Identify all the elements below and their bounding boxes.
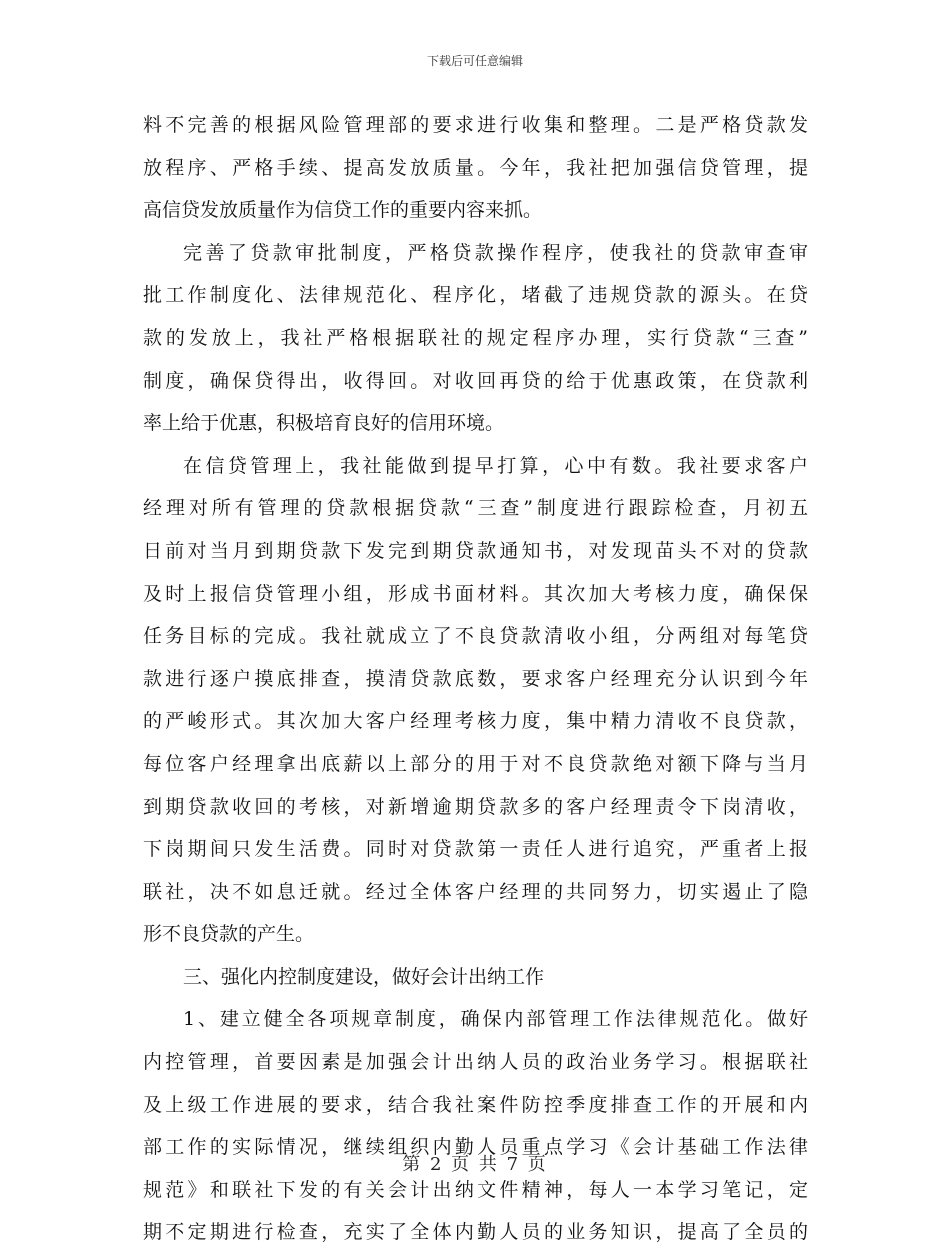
text-line: 款的发放上，我社严格根据联社的规定程序办理，实行贷款“三查” bbox=[143, 326, 808, 349]
text-line: 及时上报信贷管理小组，形成书面材料。其次加大考核力度，确保保 bbox=[143, 582, 808, 605]
text-line: 率上给于优惠，积极培育良好的信用环境。 bbox=[143, 412, 505, 435]
text-line: 到期贷款收回的考核，对新增逾期贷款多的客户经理责令下岗清收， bbox=[143, 795, 808, 818]
document-body bbox=[143, 104, 808, 1254]
text-line: 联社，决不如息迁就。经过全体客户经理的共同努力，切实遏止了隐 bbox=[143, 880, 808, 903]
text-line: 任务目标的完成。我社就成立了不良贷款清收小组，分两组对每笔贷 bbox=[143, 625, 808, 648]
page-header-note: 下载后可任意编辑 bbox=[426, 54, 523, 68]
text-line: 三、强化内控制度建设，做好会计出纳工作 bbox=[183, 965, 545, 988]
text-line: 内控管理，首要因素是加强会计出纳人员的政治业务学习。根据联社 bbox=[143, 1051, 808, 1074]
text-line: 部工作的实际情况，继续组织内勤人员重点学习《会计基础工作法律 bbox=[143, 1136, 808, 1159]
page-number: 第 2 页 共 7 页 bbox=[402, 1154, 548, 1175]
text-line: 制度，确保贷得出，收得回。对收回再贷的给于优惠政策，在贷款利 bbox=[143, 369, 808, 392]
text-line: 款进行逐户摸底排查，摸清贷款底数，要求客户经理充分认识到今年 bbox=[143, 667, 808, 690]
text-line: 规范》和联社下发的有关会计出纳文件精神，每人一本学习笔记，定 bbox=[143, 1178, 808, 1201]
text-line: 及上级工作进展的要求，结合我社案件防控季度排查工作的开展和内 bbox=[143, 1093, 808, 1116]
text-line: 每位客户经理拿出底薪以上部分的用于对不良贷款绝对额下降与当月 bbox=[143, 752, 808, 775]
text-line: 下岗期间只发生活费。同时对贷款第一责任人进行追究，严重者上报 bbox=[143, 838, 808, 861]
text-line: 放程序、严格手续、提高发放质量。今年，我社把加强信贷管理，提 bbox=[143, 156, 808, 179]
text-line: 期不定期进行检查，充实了全体内勤人员的业务知识，提高了全员的 bbox=[143, 1221, 808, 1244]
text-line: 日前对当月到期贷款下发完到期贷款通知书，对发现苗头不对的贷款 bbox=[143, 539, 808, 562]
text-line: 批工作制度化、法律规范化、程序化，堵截了违规贷款的源头。在贷 bbox=[143, 284, 808, 307]
text-line: 的严峻形式。其次加大客户经理考核力度，集中精力清收不良贷款， bbox=[143, 710, 808, 733]
text-line: 完善了贷款审批制度，严格贷款操作程序，使我社的贷款审查审 bbox=[183, 241, 808, 264]
text-line: 形不良贷款的产生。 bbox=[143, 923, 315, 946]
text-line: 在信贷管理上，我社能做到提早打算，心中有数。我社要求客户 bbox=[183, 454, 808, 477]
text-line: 高信贷发放质量作为信贷工作的重要内容来抓。 bbox=[143, 199, 543, 222]
text-line: 料不完善的根据风险管理部的要求进行收集和整理。二是严格贷款发 bbox=[143, 114, 808, 136]
text-line: 经理对所有管理的贷款根据贷款“三查”制度进行跟踪检查，月初五 bbox=[143, 497, 808, 520]
text-line: 1、建立健全各项规章制度，确保内部管理工作法律规范化。做好 bbox=[183, 1008, 808, 1031]
